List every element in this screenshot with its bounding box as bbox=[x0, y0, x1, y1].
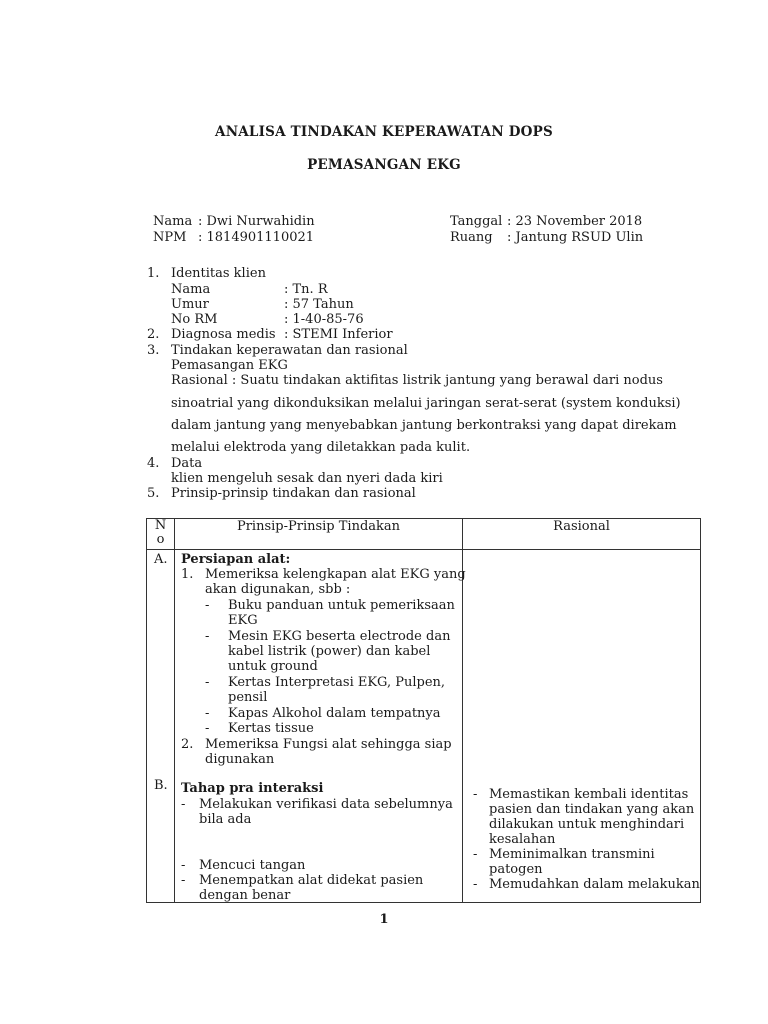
a-sub-3-line-1: Kertas Interpretasi EKG, Pulpen, bbox=[228, 675, 446, 690]
section-1-title: Identitas klien bbox=[171, 266, 266, 281]
b-rational-1-line-2: pasien dan tindakan yang akan bbox=[489, 802, 695, 817]
row-a-number: A. bbox=[154, 552, 168, 567]
section-4-title: Data bbox=[171, 456, 203, 471]
principles-table bbox=[146, 518, 701, 903]
a-sub-1-line-2: EKG bbox=[228, 613, 258, 628]
row-a-title: Persiapan alat: bbox=[181, 552, 291, 567]
no-cell bbox=[147, 550, 175, 903]
b-item-1-line-2: bila ada bbox=[199, 812, 252, 827]
a-sub-1-dash: - bbox=[205, 598, 210, 613]
room-label: Ruang bbox=[450, 230, 493, 245]
b-rational-2-line-1: Meminimalkan transmini bbox=[489, 847, 655, 862]
b-rational-1-line-4: kesalahan bbox=[489, 832, 556, 847]
a-sub-5-line-1: Kertas tissue bbox=[228, 721, 314, 736]
client-rm-value: : 1-40-85-76 bbox=[284, 312, 364, 327]
b-item-3-line-1: Menempatkan alat didekat pasien bbox=[199, 873, 424, 888]
section-5-title: Prinsip-prinsip tindakan dan rasional bbox=[171, 486, 416, 501]
header-no-line-2: o bbox=[156, 532, 165, 547]
rational-line-1: Rasional : Suatu tindakan aktifitas listrik jantung yang berawal dari nodus bbox=[171, 373, 663, 388]
a-sub-1-line-1: Buku panduan untuk pemeriksaan bbox=[228, 598, 455, 613]
section-5-number: 5. bbox=[147, 486, 160, 501]
student-npm-value: : 1814901110021 bbox=[198, 230, 315, 245]
a-sub-4-dash: - bbox=[205, 706, 210, 721]
table-header-row bbox=[147, 519, 701, 550]
b-rational-3-dash: - bbox=[473, 877, 478, 892]
table-row bbox=[147, 550, 701, 903]
student-name-value: : Dwi Nurwahidin bbox=[198, 214, 315, 229]
a-item-1-line-2: akan digunakan, sbb : bbox=[205, 582, 351, 597]
b-item-2-line-1: Mencuci tangan bbox=[199, 858, 306, 873]
client-rm-label: No RM bbox=[171, 312, 218, 327]
client-age-label: Umur bbox=[171, 297, 209, 312]
document-title: ANALISA TINDAKAN KEPERAWATAN DOPS bbox=[215, 124, 553, 140]
section-3-number: 3. bbox=[147, 343, 160, 358]
page-number: 1 bbox=[379, 912, 389, 927]
a-sub-3-dash: - bbox=[205, 675, 210, 690]
b-rational-1-line-3: dilakukan untuk menghindari bbox=[489, 817, 685, 832]
a-item-1-number: 1. bbox=[181, 567, 194, 582]
room-value: : Jantung RSUD Ulin bbox=[507, 230, 644, 245]
a-sub-5-dash: - bbox=[205, 721, 210, 736]
section-3-title: Tindakan keperawatan dan rasional bbox=[171, 343, 408, 358]
a-item-1-line-1: Memeriksa kelengkapan alat EKG yang bbox=[205, 567, 466, 582]
b-rational-1-line-1: Memastikan kembali identitas bbox=[489, 787, 689, 802]
b-rational-3-line-1: Memudahkan dalam melakukan bbox=[489, 877, 700, 892]
a-item-2-line-1: Memeriksa Fungsi alat sehingga siap bbox=[205, 737, 452, 752]
header-no-line-1: N bbox=[154, 518, 167, 533]
client-name-label: Nama bbox=[171, 282, 211, 297]
rational-line-2: sinoatrial yang dikonduksikan melalui jaringan serat-serat (system konduksi) bbox=[171, 396, 681, 411]
section-4-number: 4. bbox=[147, 456, 160, 471]
a-sub-2-line-2: kabel listrik (power) dan kabel bbox=[228, 644, 431, 659]
header-no bbox=[147, 519, 175, 550]
b-item-2-dash: - bbox=[181, 858, 186, 873]
a-sub-2-line-1: Mesin EKG beserta electrode dan bbox=[228, 629, 451, 644]
rational-line-4: melalui elektroda yang diletakkan pada kulit. bbox=[171, 440, 471, 455]
b-item-1-line-1: Melakukan verifikasi data sebelumnya bbox=[199, 797, 453, 812]
client-age-value: : 57 Tahun bbox=[284, 297, 354, 312]
date-label: Tanggal bbox=[450, 214, 503, 229]
a-sub-4-line-1: Kapas Alkohol dalam tempatnya bbox=[228, 706, 441, 721]
b-rational-2-dash: - bbox=[473, 847, 478, 862]
row-b-number: B. bbox=[154, 778, 168, 793]
rational-line-3: dalam jantung yang menyebabkan jantung berkontraksi yang dapat direkam bbox=[171, 418, 677, 433]
b-item-3-dash: - bbox=[181, 873, 186, 888]
header-principles: Prinsip-Prinsip Tindakan bbox=[175, 519, 463, 550]
student-npm-label: NPM bbox=[153, 230, 187, 245]
a-item-2-line-2: digunakan bbox=[205, 752, 275, 767]
a-item-2-number: 2. bbox=[181, 737, 194, 752]
header-rational: Rasional bbox=[463, 519, 701, 550]
a-sub-3-line-2: pensil bbox=[228, 690, 268, 705]
diagnosis-label: Diagnosa medis bbox=[171, 327, 276, 342]
date-value: : 23 November 2018 bbox=[507, 214, 643, 229]
section-1-number: 1. bbox=[147, 266, 160, 281]
rational-cell bbox=[463, 550, 701, 903]
section-4-text: klien mengeluh sesak dan nyeri dada kiri bbox=[171, 471, 443, 486]
section-3-action: Pemasangan EKG bbox=[171, 358, 288, 373]
b-rational-1-dash: - bbox=[473, 787, 478, 802]
b-item-1-dash: - bbox=[181, 797, 186, 812]
client-name-value: : Tn. R bbox=[284, 282, 328, 297]
a-sub-2-line-3: untuk ground bbox=[228, 659, 318, 674]
b-item-3-line-2: dengan benar bbox=[199, 888, 291, 903]
document-subtitle: PEMASANGAN EKG bbox=[307, 157, 461, 173]
b-rational-2-line-2: patogen bbox=[489, 862, 543, 877]
a-sub-2-dash: - bbox=[205, 629, 210, 644]
principles-cell bbox=[175, 550, 466, 903]
row-b-title: Tahap pra interaksi bbox=[181, 781, 324, 796]
diagnosis-value: : STEMI Inferior bbox=[284, 327, 393, 342]
student-name-label: Nama bbox=[153, 214, 193, 229]
section-2-number: 2. bbox=[147, 327, 160, 342]
